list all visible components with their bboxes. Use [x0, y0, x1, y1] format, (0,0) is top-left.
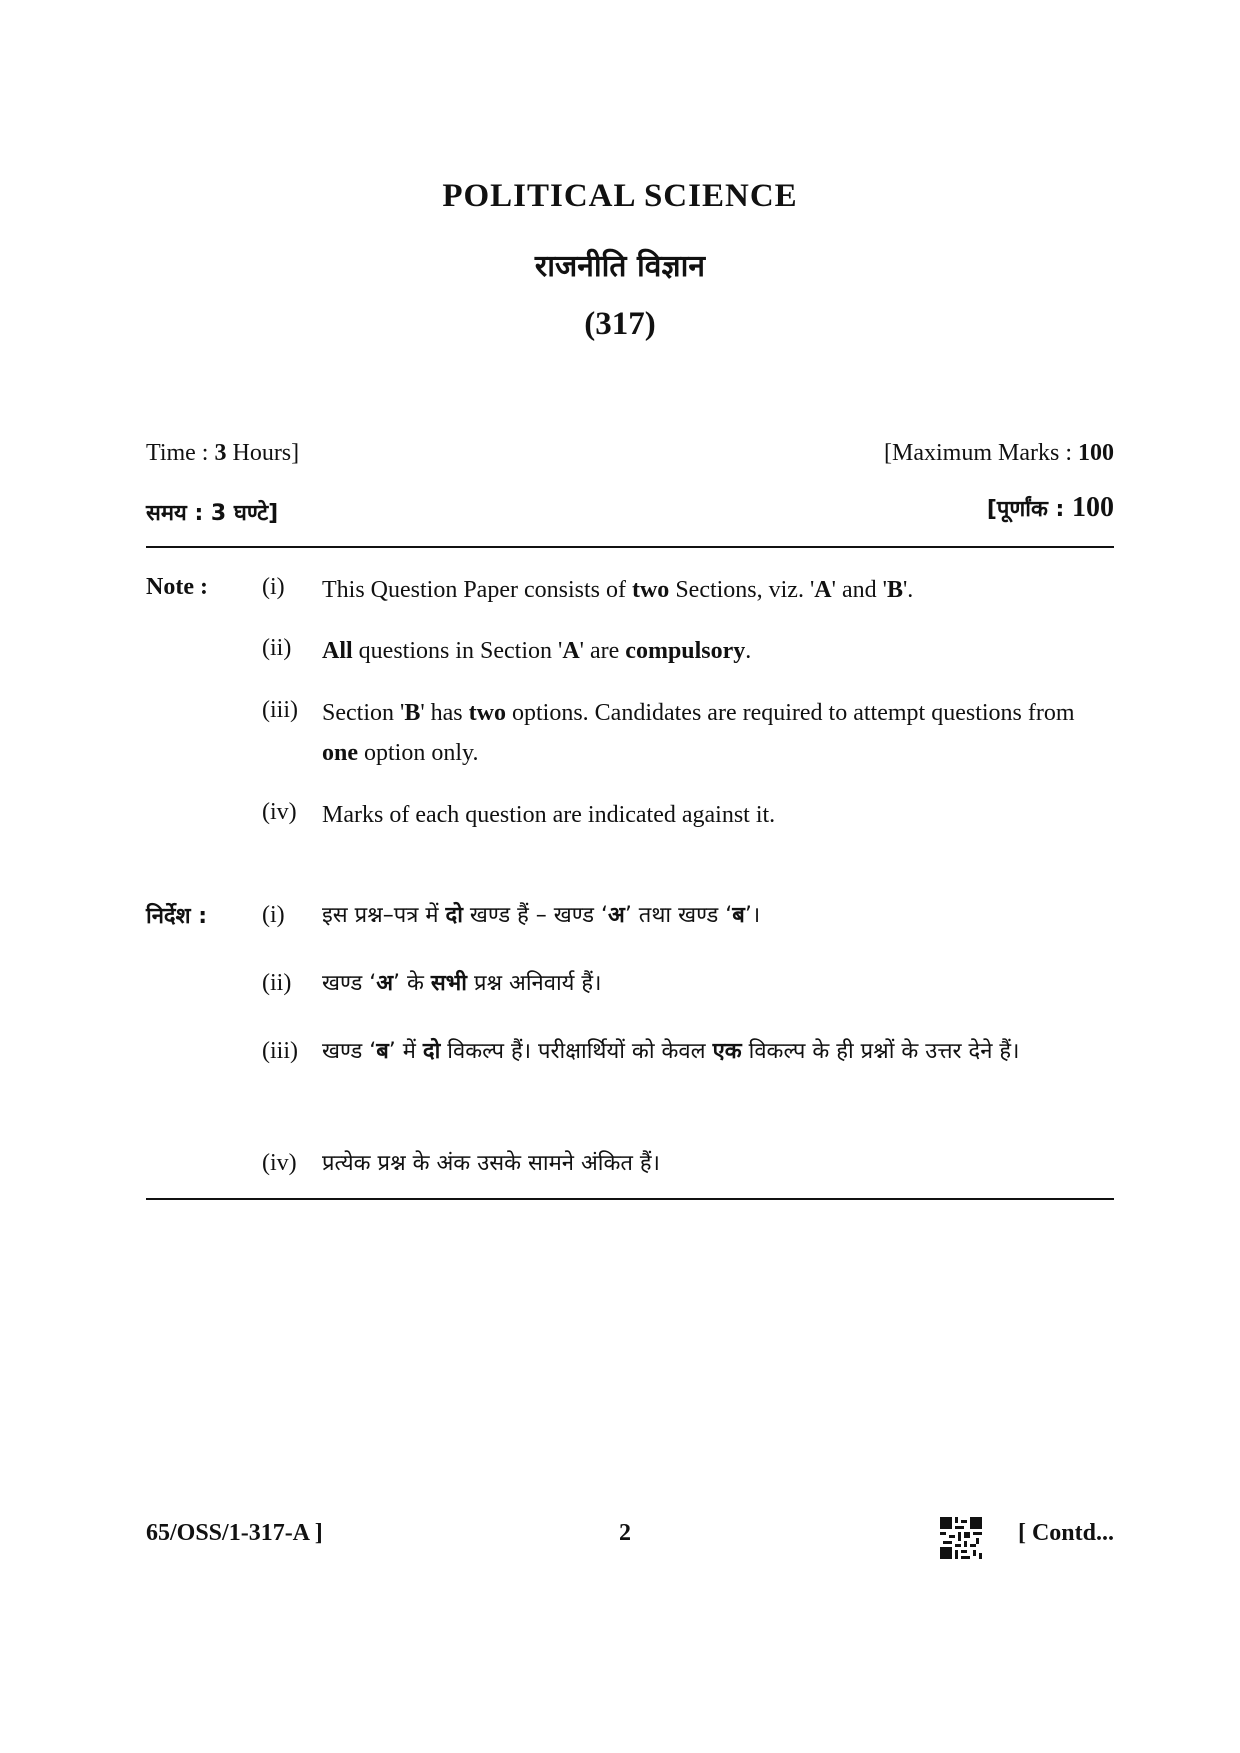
- time-suffix: Hours]: [226, 440, 300, 466]
- paper-title-hindi: राजनीति विज्ञान: [534, 249, 706, 284]
- note-hindi-num-1: (i): [262, 902, 285, 928]
- time-allowed: [146, 440, 299, 467]
- continued-label: [ Contd...: [1017, 1520, 1114, 1546]
- note-item-3: Section 'B' has two options. Candidates are required to attempt questions from one option only.: [322, 700, 1075, 766]
- time-allowed-hindi: समय : 3 घण्टे]: [146, 501, 279, 526]
- note-item-1: This Question Paper consists of two Sections, viz. 'A' and 'B'.: [322, 577, 914, 603]
- note-num-2: (ii): [262, 635, 292, 661]
- note-hindi-num-4: (iv): [262, 1150, 297, 1176]
- paper-code: 65/OSS/1-317-A ]: [146, 1520, 323, 1546]
- note-item-2: All questions in Section 'A' are compulsory.: [322, 638, 752, 664]
- page-number: 2: [619, 1520, 631, 1546]
- time-value: 3: [214, 440, 227, 466]
- paper-title: POLITICAL SCIENCE: [442, 178, 798, 214]
- note-num-1: (i): [262, 574, 285, 600]
- note-num-3: (iii): [262, 697, 298, 723]
- subject-code: (317): [584, 306, 656, 342]
- note-hindi-item-1: इस प्रश्न–पत्र में दो खण्ड हैं – खण्ड ‘अ’ तथा खण्ड ‘ब’।: [322, 903, 761, 928]
- note-hindi-num-3: (iii): [262, 1038, 298, 1064]
- max-marks-hindi-value: 100: [1072, 492, 1114, 523]
- bottom-divider: [146, 1198, 1114, 1200]
- note-label: Note :: [146, 574, 208, 600]
- note-hindi-num-2: (ii): [262, 970, 292, 996]
- top-divider: [146, 546, 1114, 548]
- note-item-4: Marks of each question are indicated against it.: [322, 802, 776, 828]
- qr-code-icon: [940, 1517, 982, 1559]
- note-label-hindi: निर्देश :: [146, 904, 208, 929]
- max-marks-hindi-prefix: [पूर्णांक :: [986, 497, 1072, 522]
- max-marks-prefix: [Maximum Marks :: [884, 440, 1078, 466]
- max-marks-value: 100: [1078, 440, 1114, 466]
- note-num-4: (iv): [262, 799, 297, 825]
- note-hindi-item-2: खण्ड ‘अ’ के सभी प्रश्न अनिवार्य हैं।: [322, 971, 602, 996]
- maximum-marks: [884, 440, 1114, 467]
- note-hindi-item-4: प्रत्येक प्रश्न के अंक उसके सामने अंकित हैं।: [322, 1151, 660, 1176]
- note-hindi-item-3: खण्ड ‘ब’ में दो विकल्प हैं। परीक्षार्थियों को केवल एक विकल्प के ही प्रश्नों के उत्तर देने हैं।: [322, 1039, 1020, 1064]
- maximum-marks-hindi: [987, 492, 1114, 524]
- time-prefix: Time :: [146, 440, 215, 466]
